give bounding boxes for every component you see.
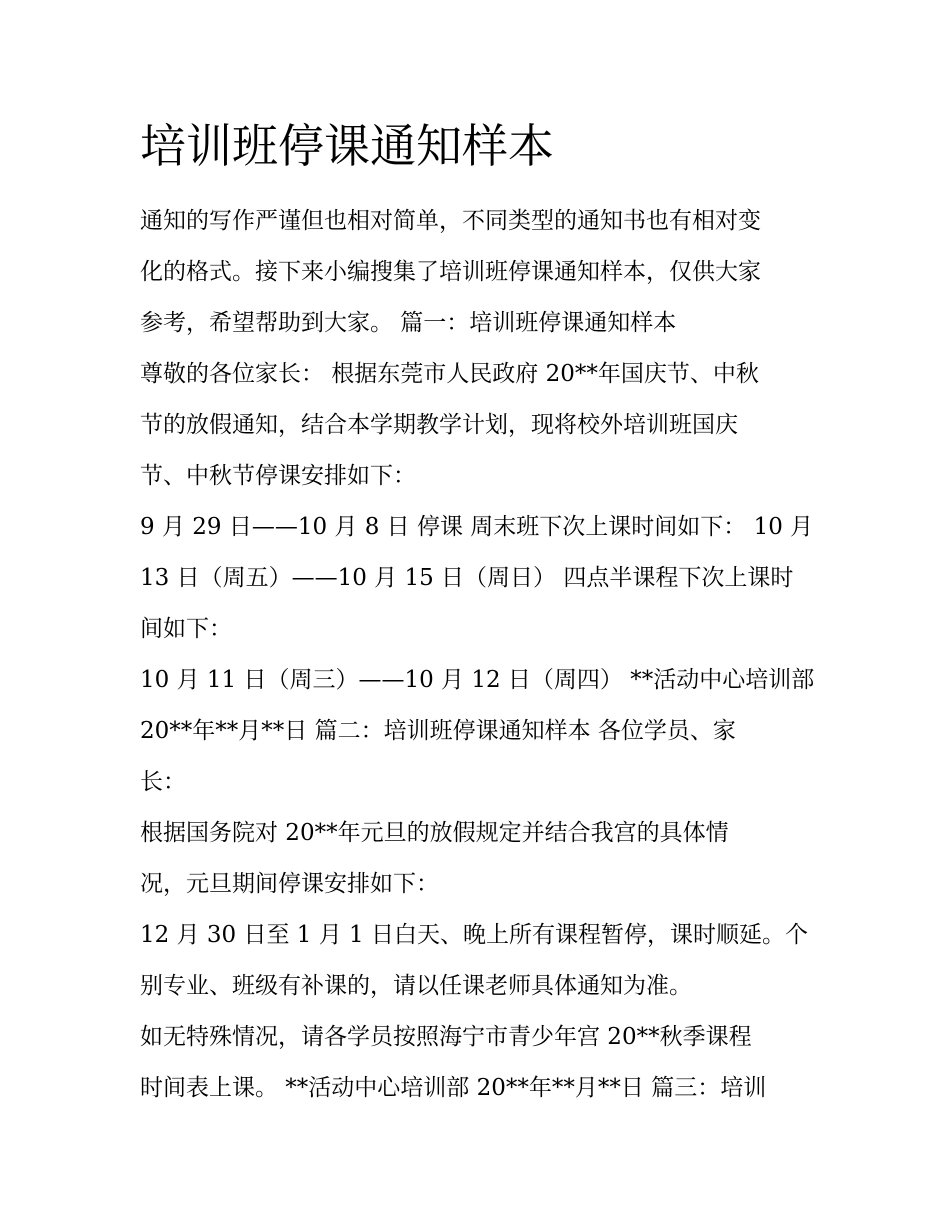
document-body — [140, 196, 820, 1114]
text-line: 别专业、班级有补课的，请以任课老师具体通知为准。 — [140, 973, 692, 999]
text-line: 12 月 30 日至 1 月 1 日白天、晚上所有课程暂停，课时顺延。个 — [140, 922, 808, 948]
text-line: 长： — [140, 769, 186, 795]
text-line: 根据国务院对 20**年元旦的放假规定并结合我宫的具体情 — [140, 820, 729, 846]
text-line: 尊敬的各位家长： 根据东莞市人民政府 20**年国庆节、中秋 — [140, 361, 759, 387]
document-title: 培训班停课通知样本 — [140, 119, 554, 173]
text-line: 节、中秋节停课安排如下： — [140, 463, 416, 489]
text-line: 20**年**月**日 篇二：培训班停课通知样本 各位学员、家 — [140, 718, 736, 744]
text-line: 时间表上课。 **活动中心培训部 20**年**月**日 篇三：培训 — [140, 1075, 767, 1101]
text-line: 通知的写作严谨但也相对简单，不同类型的通知书也有相对变 — [140, 208, 761, 234]
text-line: 如无特殊情况，请各学员按照海宁市青少年宫 20**秋季课程 — [140, 1024, 752, 1050]
text-line: 况，元旦期间停课安排如下： — [140, 871, 439, 897]
text-line: 9 月 29 日——10 月 8 日 停课 周末班下次上课时间如下： 10 月 — [140, 514, 814, 540]
text-line: 参考，希望帮助到大家。 篇一：培训班停课通知样本 — [140, 310, 677, 336]
text-line: 10 月 11 日（周三）——10 月 12 日（周四） **活动中心培训部 — [140, 667, 815, 693]
text-line: 13 日（周五）——10 月 15 日（周日） 四点半课程下次上课时 — [140, 565, 794, 591]
text-line: 化的格式。接下来小编搜集了培训班停课通知样本，仅供大家 — [140, 259, 761, 285]
text-line: 节的放假通知，结合本学期教学计划，现将校外培训班国庆 — [140, 412, 738, 438]
text-line: 间如下： — [140, 616, 232, 642]
